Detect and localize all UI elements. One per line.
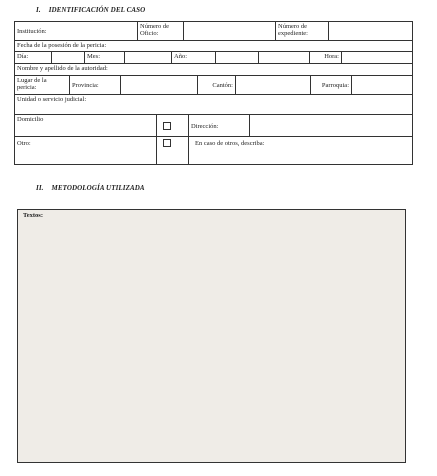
fecha-posesion-label: Fecha de la posesión de la pericia: <box>17 42 107 49</box>
numero-expediente-label-cell <box>275 21 329 41</box>
numero-oficio-label-cell <box>137 21 184 41</box>
provincia-label-cell <box>69 75 121 95</box>
canton-label-cell <box>197 75 236 95</box>
section-number: I. <box>36 6 41 14</box>
otro-checkbox-cell <box>156 136 189 165</box>
domicilio-label: Domicilio <box>17 116 44 123</box>
lugar-pericia-label-cell <box>14 75 70 95</box>
nombre-autoridad-label: Nombre y apellido de la autoridad: <box>17 65 108 72</box>
dia-label: Día: <box>17 53 29 60</box>
section-number: II. <box>36 184 44 192</box>
domicilio-checkbox-cell <box>156 114 189 137</box>
section-title-text: IDENTIFICACIÓN DEL CASO <box>48 6 146 14</box>
numero-oficio-label: Número de Oficio: <box>140 23 170 37</box>
direccion-label: Dirección: <box>191 123 219 130</box>
direccion-field[interactable] <box>249 114 413 137</box>
anio-label: Año: <box>174 53 187 60</box>
otros-describa-label: En caso de otros, describa: <box>195 140 265 147</box>
direccion-label-cell <box>188 114 250 137</box>
hora-label: Hora: <box>324 53 339 60</box>
textos-textarea[interactable] <box>17 209 406 463</box>
domicilio-label-cell <box>14 114 157 137</box>
numero-oficio-field[interactable] <box>183 21 276 41</box>
institucion-label: Institución: <box>17 28 47 35</box>
domicilio-checkbox[interactable] <box>163 122 171 130</box>
textos-label: Textos: <box>23 212 43 219</box>
parroquia-field[interactable] <box>351 75 413 95</box>
parroquia-label-cell <box>310 75 352 95</box>
canton-label: Cantón: <box>212 82 233 89</box>
unidad-judicial-row[interactable] <box>14 94 413 115</box>
provincia-label: Provincia: <box>72 82 99 89</box>
section-title-text: METODOLOGÍA UTILIZADA <box>51 184 145 192</box>
canton-field[interactable] <box>235 75 311 95</box>
unidad-judicial-label: Unidad o servicio judicial: <box>17 96 87 103</box>
parroquia-label: Parroquia: <box>321 82 349 89</box>
mes-label: Mes: <box>87 53 100 60</box>
otros-describa-field[interactable] <box>188 136 413 165</box>
institucion-field[interactable] <box>14 21 138 41</box>
otro-label-cell <box>14 136 157 165</box>
otro-label: Otro: <box>17 140 31 147</box>
section-title-identificacion <box>36 6 145 14</box>
provincia-field[interactable] <box>120 75 198 95</box>
case-identification-form <box>14 21 413 165</box>
section-title-metodologia <box>36 184 145 192</box>
otro-checkbox[interactable] <box>163 139 171 147</box>
numero-expediente-field[interactable] <box>328 21 413 41</box>
numero-expediente-label: Número de expediente: <box>278 23 308 37</box>
lugar-pericia-label: Lugar de la pericia: <box>17 77 47 91</box>
